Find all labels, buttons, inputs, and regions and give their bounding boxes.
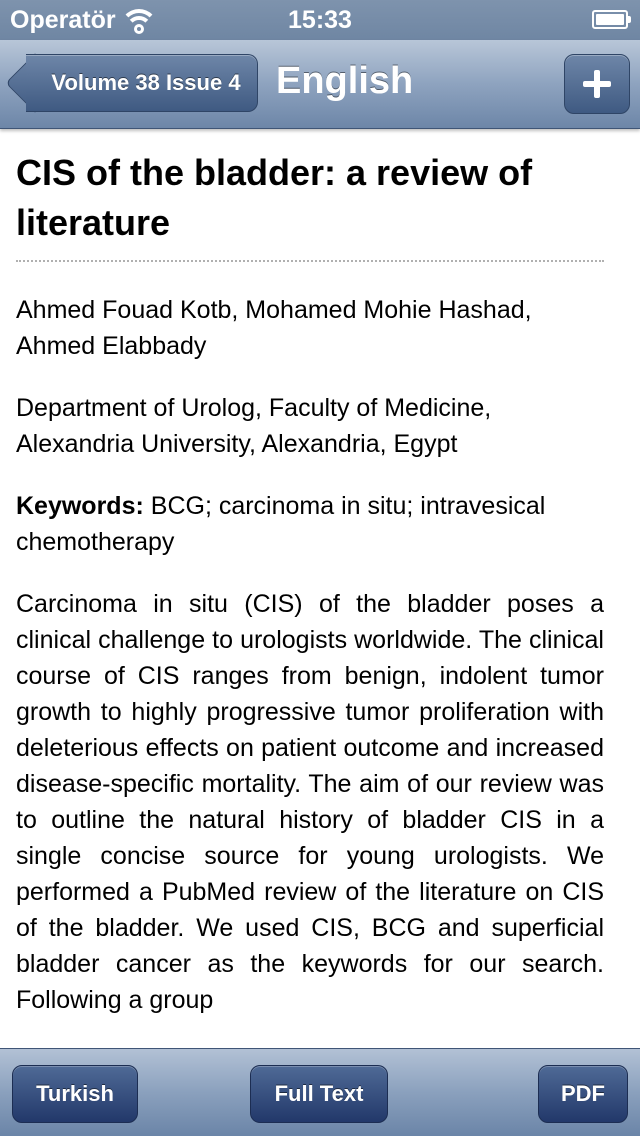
nav-title: English xyxy=(276,60,414,102)
bottom-toolbar xyxy=(0,1048,640,1136)
pdf-button[interactable]: PDF xyxy=(538,1065,628,1123)
navigation-bar xyxy=(0,40,640,129)
battery-icon xyxy=(592,10,628,29)
article-abstract: Carcinoma in situ (CIS) of the bladder poses a clinical challenge to urologists worldwide. The clinical course of CIS ranges from benign, indolent tumor growth to highly progressive tumor proliferation with deleterious effects on patient outcome and increased disease-specific mortality. The aim of our review was to outline the natural history of bladder CIS in a single concise source for young urologists. We performed a PubMed review of the literature on CIS of the bladder. We used CIS, BCG and superficial bladder cancer as the keywords for our search. Following a group xyxy=(16,590,604,1014)
article-title: CIS of the bladder: a review of literature xyxy=(16,148,604,262)
keywords-value: BCG; carcinoma in situ; intravesical chemotherapy xyxy=(16,492,546,556)
full-text-button[interactable]: Full Text xyxy=(250,1065,388,1123)
article-content[interactable] xyxy=(16,128,604,1048)
back-button-label: Volume 38 Issue 4 xyxy=(51,70,241,95)
keywords-label: Keywords: xyxy=(16,492,144,520)
status-bar xyxy=(0,0,640,40)
article-keywords xyxy=(16,488,604,560)
status-time: 15:33 xyxy=(288,6,352,34)
back-button[interactable] xyxy=(10,54,258,112)
carrier-label: Operatör xyxy=(10,6,116,34)
plus-icon xyxy=(583,70,611,98)
article-affiliation: Department of Urolog, Faculty of Medicine, Alexandria University, Alexandria, Egypt xyxy=(16,394,492,458)
turkish-button[interactable]: Turkish xyxy=(12,1065,138,1123)
article-authors: Ahmed Fouad Kotb, Mohamed Mohie Hashad, Ahmed Elabbady xyxy=(16,296,532,360)
add-button[interactable] xyxy=(564,54,630,114)
